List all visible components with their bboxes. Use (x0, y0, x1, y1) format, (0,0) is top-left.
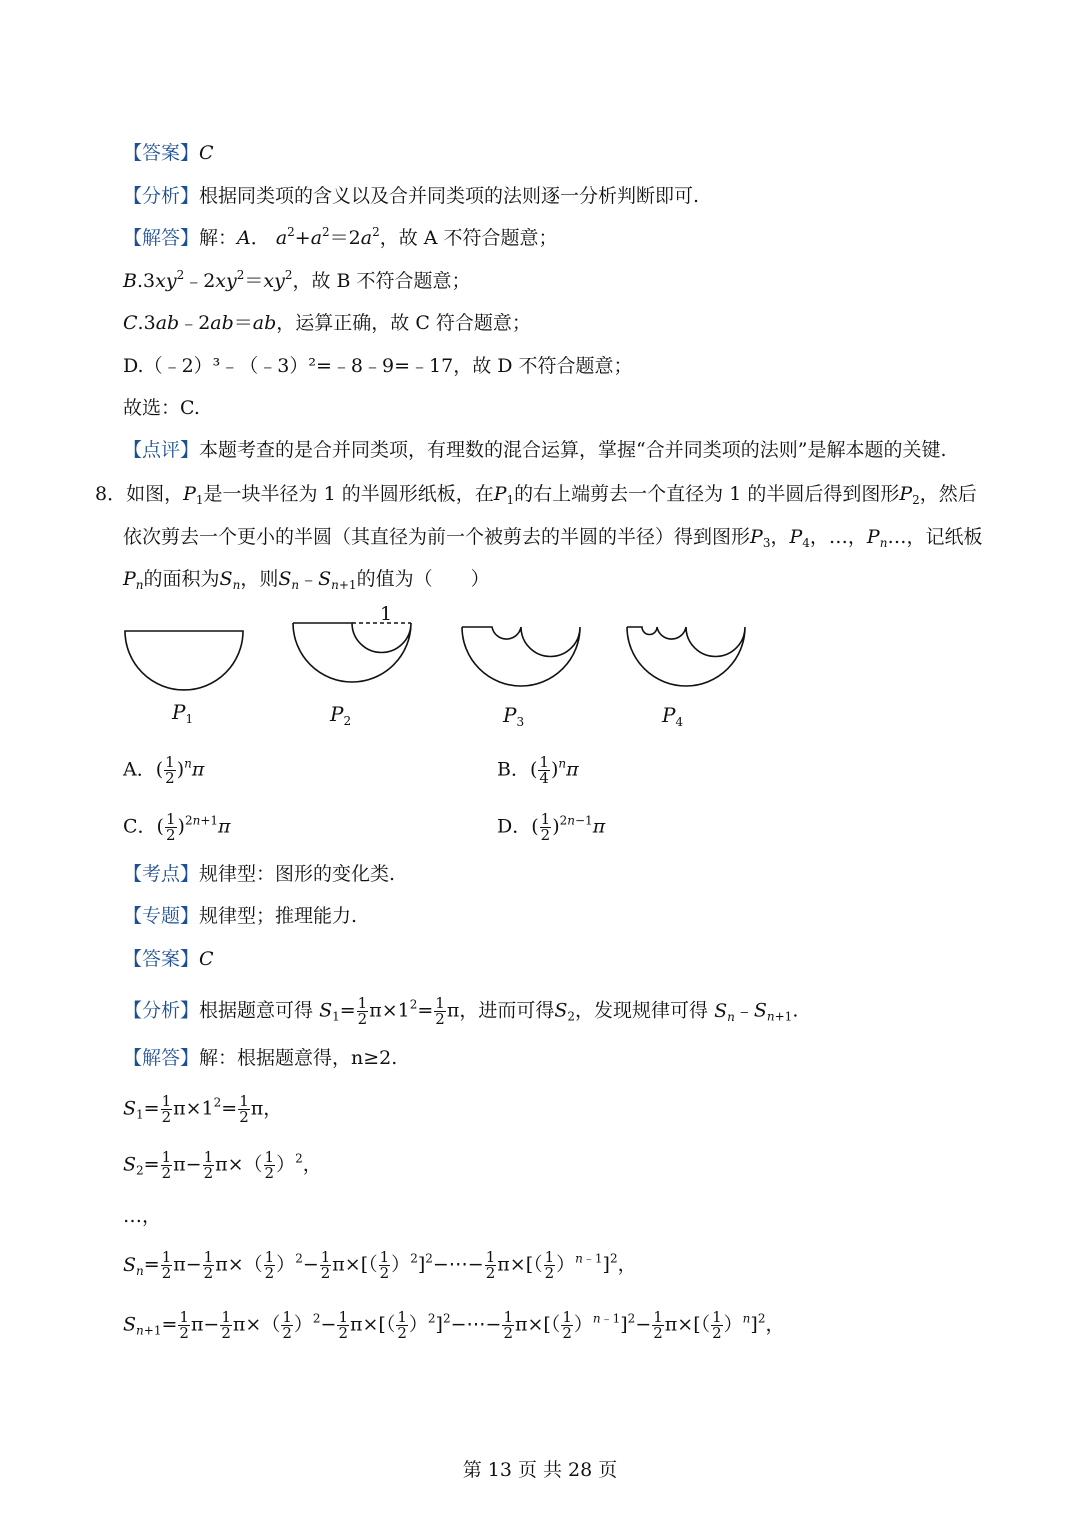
semicircle-figures (110, 600, 790, 720)
solution-line-c: C.3ab﹣2ab＝ab，运算正确，故 C 符合题意； (123, 312, 531, 334)
solution-line-d (123, 353, 633, 379)
comment-line (123, 437, 946, 463)
eq-ellipsis: …， (123, 1205, 162, 1227)
eq-s2: $S_2=$ $\frac{1}{2}$ π− $\frac{1}{2}$ π×（ $\frac{1}{2}$ ）$^2$， (123, 1148, 322, 1182)
q8-line1: 8．如图，$P_1$是一块半径为 1 的半圆形纸板，在$P_1$的右上端剪去一个直径为 1 的半圆后得到图形$P_2$，然后 (95, 483, 977, 507)
figure-p2 (293, 623, 411, 682)
label-p4: $P_4$ (662, 703, 684, 729)
solution-conclusion: 故选：C. (123, 397, 200, 419)
analysis-text: 根据同类项的含义以及合并同类项的法则逐一分析判断即可. (199, 185, 700, 207)
option-d: D．( $\frac{1}{2}$ )$^{2n-1}$π (497, 810, 606, 844)
comment-text: 本题考查的是合并同类项，有理数的混合运算，掌握“合并同类项的法则”是解本题的关键. (199, 439, 947, 461)
label-p3: $P_3$ (503, 703, 525, 729)
q8-number: 8． (95, 483, 127, 505)
answer-value: C (199, 142, 214, 164)
option-b: B．( $\frac{1}{4}$ )$^n$π (497, 753, 579, 787)
answer-tag: 【答案】 (123, 142, 200, 164)
solution-a-tail: ，故 A 不符合题意； (379, 227, 558, 249)
eq-sn1: $S_{n+1}=$ $\frac{1}{2}$ π− $\frac{1}{2}$ π×（ $\frac{1}{2}$ ）$^2$− $\frac{1}{2}$ π×[（ $\frac{1}{2}$ ）$^2$]$^2$−⋯− $\frac{1}{2}$ π×[（ $\frac{1}{2}$ ）$^{n﹣1}$]$^2$− $\frac{1}{2}$ π×[（ $\frac{1}{2}$ ）$^n$]$^2$， (123, 1308, 785, 1342)
solution-prefix: 解： (199, 227, 238, 249)
label-p2: $P_2$ (330, 702, 352, 728)
q8-line2: 依次剪去一个更小的半圆（其直径为前一个被剪去的半圆的半径）得到图形$P_3$，$P_4$，…，$P_n\dots$，记纸板 (123, 526, 983, 550)
zhuanti-line: 【专题】规律型；推理能力. (123, 905, 358, 927)
answer8-line: 【答案】C (123, 948, 214, 970)
eq-sn: $S_n=$ $\frac{1}{2}$ π− $\frac{1}{2}$ π×（ $\frac{1}{2}$ ）$^2$− $\frac{1}{2}$ π×[（ $\frac{1}{2}$ ）$^2$]$^2$−⋯− $\frac{1}{2}$ π×[（ $\frac{1}{2}$ ）$^{n﹣1}$]$^2$， (123, 1248, 637, 1282)
option-a: A．( $\frac{1}{2}$ )$^n$π (123, 753, 205, 787)
dimension-label: 1 (379, 603, 393, 625)
comment-tag: 【点评】 (123, 439, 200, 461)
solution-line-b: $B.3xy^2﹣2xy^2=xy^2$，故 B 不符合题意； (123, 268, 471, 292)
solution-line-a: 【解答】解：A． $a^2+a^2=2a^2$，故 A 不符合题意； (123, 225, 558, 249)
figure-p1 (125, 631, 243, 690)
answer-line (123, 140, 214, 166)
figure-p4 (627, 627, 745, 686)
figure-p3 (462, 627, 580, 686)
solution-b-tail: ，故 B 不符合题意； (292, 270, 471, 292)
solution-d-text: D.（﹣2）³﹣（﹣3）²=﹣8﹣9=﹣17，故 D 不符合题意； (123, 355, 633, 377)
analysis-tag: 【分析】 (123, 185, 200, 207)
solution-tag: 【解答】 (123, 227, 200, 249)
page-footer: 第 13 页 共 28 页 (462, 1459, 618, 1481)
eq-s1: $S_1=$ $\frac{1}{2}$ $\pi\times 1^2=$ $\frac{1}{2}$ π， (123, 1092, 283, 1126)
solution8-line: 【解答】解：根据题意得，n≥2. (123, 1047, 398, 1069)
label-p1: $P_1$ (172, 700, 194, 726)
solution-c-tail: ，运算正确，故 C 符合题意； (276, 312, 531, 334)
option-c: C．( $\frac{1}{2}$ )$^{2n+1}$π (123, 810, 231, 844)
kaodian-line: 【考点】规律型：图形的变化类. (123, 863, 396, 885)
analysis8-line: 【分析】根据题意可得 $S_1=$ $\frac{1}{2}$ $\pi\times 1^2=$ $\frac{1}{2}$ π，进而可得$S_2$，发现规律可得 $S_n﹣S_{n+1}$. (123, 994, 799, 1028)
analysis-line (123, 183, 699, 209)
q8-line3: $P_n$的面积为$S_n$，则$S_n﹣S_{n+1}$的值为（ ） (123, 568, 490, 592)
